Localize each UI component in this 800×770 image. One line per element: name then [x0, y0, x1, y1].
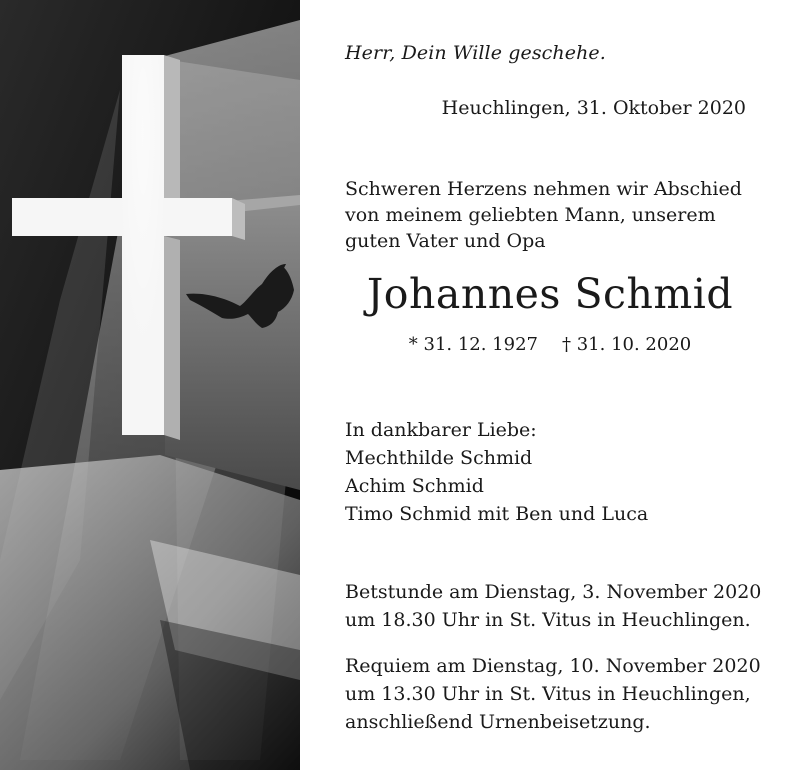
- intro-line: guten Vater und Opa: [345, 230, 546, 252]
- intro-line: Schweren Herzens nehmen wir Abschied: [345, 178, 742, 200]
- prayer-service-info: [345, 578, 761, 634]
- cross-illustration: [0, 0, 300, 770]
- obituary-text: [300, 0, 800, 770]
- deceased-name: Johannes Schmid: [366, 270, 734, 318]
- life-dates: [300, 334, 800, 355]
- motto: Herr, Dein Wille geschehe.: [345, 42, 606, 64]
- intro-line: von meinem geliebten Mann, unserem: [345, 204, 716, 226]
- death-date: † 31. 10. 2020: [562, 334, 692, 355]
- mourner-name: Mechthilde Schmid: [345, 447, 533, 469]
- floor-light: [0, 455, 300, 770]
- birth-date: * 31. 12. 1927: [408, 334, 538, 355]
- mourners-heading: In dankbarer Liebe:: [345, 419, 537, 441]
- service-line: Betstunde am Dienstag, 3. November 2020: [345, 581, 762, 603]
- mourners-list: [345, 416, 648, 528]
- place-date: Heuchlingen, 31. Oktober 2020: [441, 97, 746, 119]
- service-line: um 18.30 Uhr in St. Vitus in Heuchlingen.: [345, 609, 751, 631]
- service-line: Requiem am Dienstag, 10. November 2020: [345, 655, 761, 677]
- mourner-name: Timo Schmid mit Ben und Luca: [345, 503, 649, 525]
- stone-wall: [165, 195, 300, 490]
- service-line: anschließend Urnenbeisetzung.: [345, 711, 651, 733]
- intro-text: [345, 176, 742, 254]
- mourner-name: Achim Schmid: [345, 475, 484, 497]
- requiem-info: [345, 652, 761, 736]
- service-line: um 13.30 Uhr in St. Vitus in Heuchlingen,: [345, 683, 751, 705]
